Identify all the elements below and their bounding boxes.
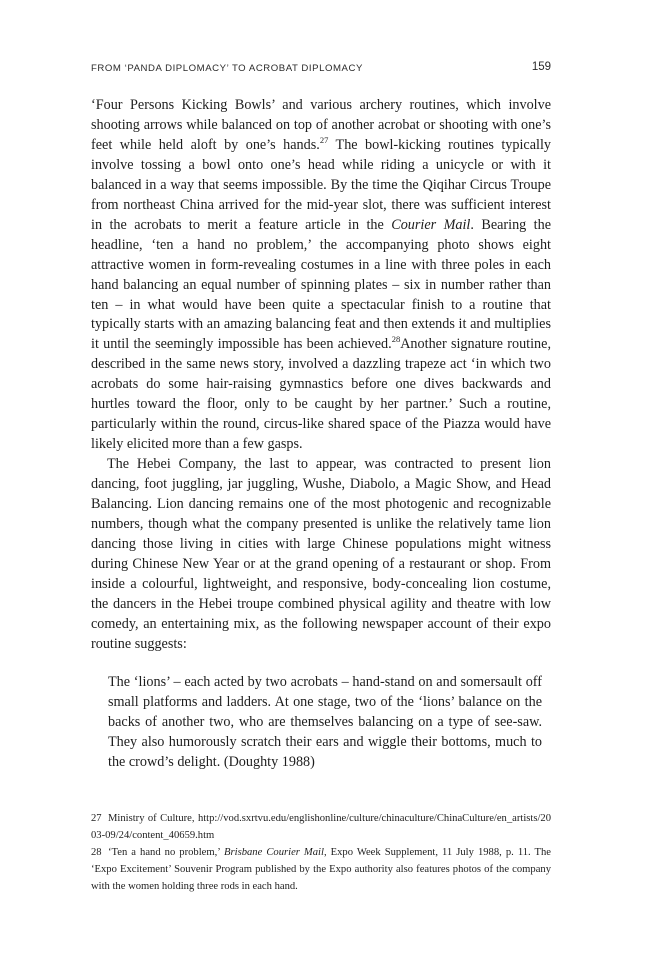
footnote-text: Ministry of Culture,: [108, 813, 198, 824]
footnote-text: ‘Ten a hand no problem,’: [108, 847, 225, 858]
paragraph: [91, 96, 551, 455]
page-number: 159: [531, 61, 551, 73]
running-head: [91, 61, 551, 77]
text-run: Another signature routine, described in the same news story, involved a dazzling trapeze act ‘in which two acrobats do some hair-raising gymnastics before one dives backwards and hurtles toward the floor, only to be caught by her partner.’ Such a routine, particularly within the round, circus-like shared space of the Piazza would have likely elicited more than a few gasps.: [91, 336, 551, 453]
footnote-27: [91, 810, 551, 844]
paragraph: The Hebei Company, the last to appear, was contracted to present lion dancing, foot juggling, jar juggling, Wushe, Diabolo, a Magic Show, and Head Balancing. Lion dancing remains one of the most photogenic and recognizable numbers, though what the company presented is unlike the relatively tame lion dancing those living in cities with large Chinese populations might witness during Chinese New Year or at the grand opening of a restaurant or shop. From inside a colourful, lightweight, and responsive, body-concealing lion costume, the dancers in the Hebei troupe combined physical agility and theatre with low comedy, an entertaining mix, as the following newspaper account of their expo routine suggests:: [91, 456, 551, 652]
text-run: . Bearing the headline, ‘ten a hand no problem,’ the accompanying photo shows eight attractive women in form-revealing costumes in a line with three poles in each hand balancing an equal number of spinning plates – six in number rather than ten – in what would have been quite a spectacular finish to a routine that typically starts with an amazing balancing feat and then extends it and multiplies it until the seemingly impossible has been achieved.: [91, 216, 552, 353]
italic-title: Brisbane Courier Mail: [224, 847, 324, 858]
footnote-ref: 27: [319, 134, 329, 145]
footnote-28: [91, 844, 551, 895]
text-run: The bowl-kicking routines typically involve tossing a bowl onto one’s head while riding a unicycle or with it balanced in a way that seems impossible. By the time the Qiqihar Circus Troupe from northeast China arrived for the mid-year slot, there was sufficient interest in the acrobats to merit a feature article in the: [91, 136, 551, 233]
footnote-text: , Expo Week Supplement, 11 July 1988, p. 11. The ‘Expo Excitement’ Souvenir Program published by the Expo authority also features photos of the company with the women holding three rods in each hand.: [91, 847, 551, 892]
footnote-url[interactable]: http://vod.sxrtvu.edu/englishonline/culture/chinaculture/ChinaCulture/en_artists/2003-09/24/content_40659.htm: [91, 813, 551, 841]
text-run: ‘Four Persons Kicking Bowls’ and various archery routines, which involve shooting arrows while balanced on top of another acrobat or shooting with one’s feet while held aloft by one’s hands.: [91, 97, 551, 153]
footnote-number: 28: [91, 847, 102, 858]
italic-title: Courier Mail: [391, 216, 471, 233]
block-quote: The ‘lions’ – each acted by two acrobats – hand-stand on and somersault off small platforms and ladders. At one stage, two of the ‘lions’ balance on the backs of another two, who are themselves balancing on a type of see-saw. They also humorously scratch their ears and wiggle their bottoms, much to the crowd’s delight. (Doughty 1988): [108, 674, 542, 770]
running-title: FROM ‘PANDA DIPLOMACY’ TO ACROBAT DIPLOMACY: [91, 63, 363, 74]
footnote-number: 27: [91, 813, 102, 824]
footnotes: [91, 810, 551, 895]
main-text: [91, 96, 551, 655]
footnote-ref: 28: [391, 334, 401, 345]
